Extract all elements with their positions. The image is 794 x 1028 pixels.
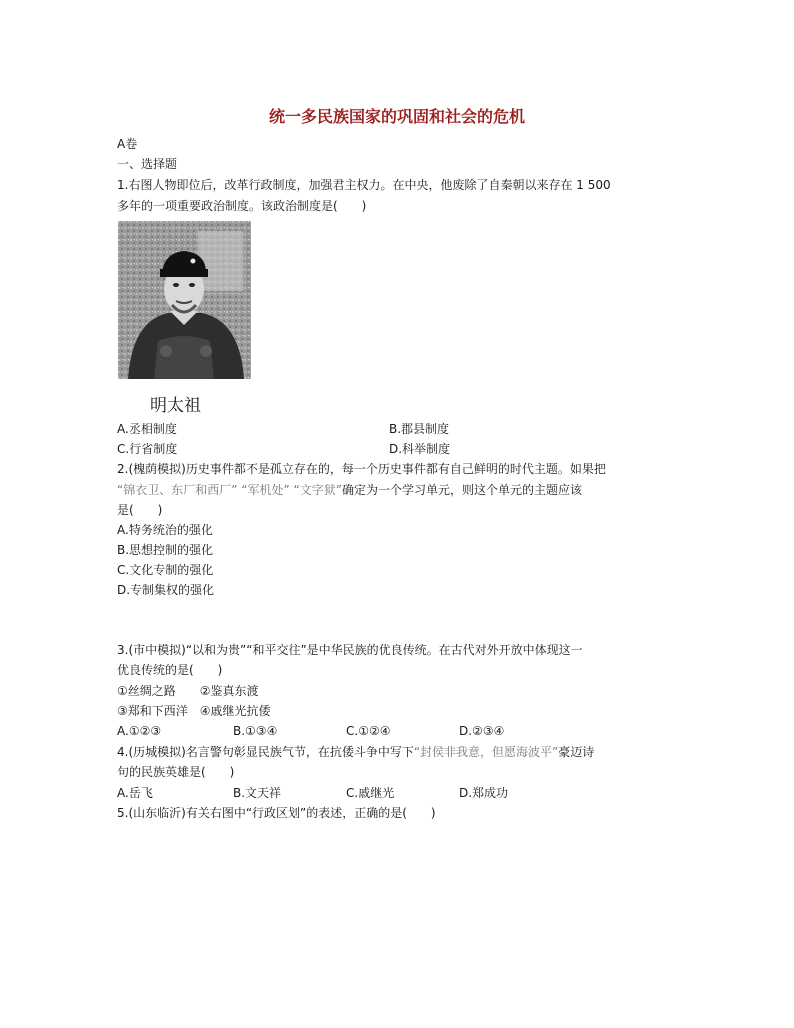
q4-text-post: 豪迈诗	[558, 745, 595, 759]
q5-text-line1: 5.(山东临沂)有关右图中“行政区划”的表述，正确的是( )	[117, 806, 436, 820]
q1-option-a: A.丞相制度	[117, 422, 177, 436]
q2-option-d: D.专制集权的强化	[117, 583, 215, 597]
q4-text-line1	[117, 744, 594, 760]
q3-option-c: C.①②④	[346, 724, 391, 738]
section-heading: 一、选择题	[117, 157, 178, 171]
ming-taizu-portrait	[118, 221, 251, 379]
q2-text-line2	[117, 482, 582, 498]
q4-text-pre: 4.(历城模拟)名言警句彰显民族气节，在抗倭斗争中写下	[117, 745, 414, 759]
q3-option-a: A.①②③	[117, 724, 162, 738]
q4-option-a: A.岳飞	[117, 786, 153, 800]
q2-option-c: C.文化专制的强化	[117, 563, 214, 577]
q1-option-d: D.科举制度	[389, 442, 451, 456]
q3-option-b: B.①③④	[233, 724, 278, 738]
q1-option-b: B.郡县制度	[389, 422, 450, 436]
q3-option-d: D.②③④	[459, 724, 505, 738]
q2-option-b: B.思想控制的强化	[117, 543, 214, 557]
q2-text-line2-rest: 确定为一个学习单元，则这个单元的主题应该	[341, 483, 582, 497]
q4-text-line2: 句的民族英雄是( )	[117, 765, 235, 779]
q3-text-line1: 3.(市中模拟)“以和为贵”“和平交往”是中华民族的优良传统。在古代对外开放中体现这一	[117, 643, 583, 657]
q4-option-d: D.郑成功	[459, 786, 509, 800]
volume-label: A卷	[117, 137, 138, 151]
q1-text-line1: 1.右图人物即位后，改革行政制度，加强君主权力。在中央，他废除了自秦朝以来存在 1 500	[117, 178, 611, 192]
page-title: 统一多民族国家的巩固和社会的危机	[268, 107, 525, 126]
q2-quote-a: “锦衣卫、东厂和西厂”	[117, 483, 238, 497]
q2-quote-b: “军机处”	[241, 483, 290, 497]
q1-option-c: C.行省制度	[117, 442, 178, 456]
portrait-image	[118, 221, 251, 379]
q2-text-line1: 2.(槐荫模拟)历史事件都不是孤立存在的，每一个历史事件都有自己鲜明的时代主题。如果把	[117, 462, 606, 476]
q2-option-a: A.特务统治的强化	[117, 523, 213, 537]
q1-text-line2: 多年的一项重要政治制度。该政治制度是( )	[117, 199, 367, 213]
q3-statement-3-4: ③郑和下西洋 ④戚继光抗倭	[117, 704, 271, 718]
q4-option-b: B.文天祥	[233, 786, 282, 800]
portrait-caption: 明太祖	[150, 396, 201, 416]
q2-quote-c: “文字狱”	[293, 483, 342, 497]
q2-text-line3: 是( )	[117, 503, 163, 517]
q4-quote: “封侯非我意，但愿海波平”	[413, 745, 559, 759]
q3-statement-1-2: ①丝绸之路 ②鉴真东渡	[117, 684, 259, 698]
q3-text-line2: 优良传统的是( )	[117, 663, 223, 677]
q4-option-c: C.戚继光	[346, 786, 395, 800]
